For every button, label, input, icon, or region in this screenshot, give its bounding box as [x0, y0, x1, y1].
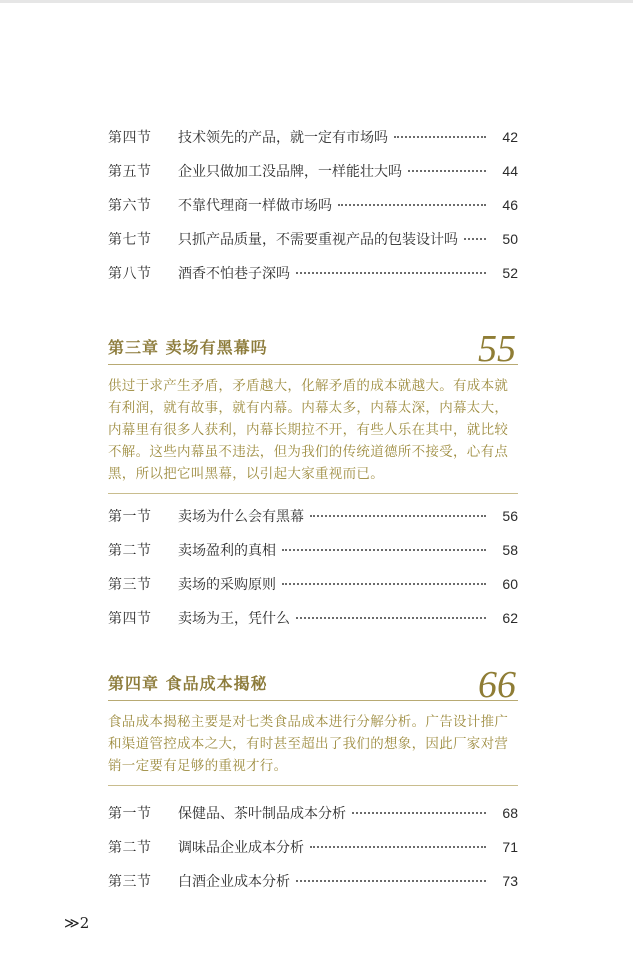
toc-page-number: 52 — [502, 265, 518, 281]
toc-row[interactable] — [108, 154, 518, 188]
toc-list-chapter-4 — [108, 796, 518, 898]
toc-title: 卖场盈利的真相 — [178, 543, 276, 559]
toc-title: 卖场为王，凭什么 — [178, 611, 290, 627]
toc-title: 卖场的采购原则 — [178, 577, 276, 593]
toc-leader-dots — [408, 170, 486, 172]
toc-section-label: 第二节 — [108, 840, 152, 856]
toc-section-label: 第四节 — [108, 611, 152, 627]
toc-title: 不靠代理商一样做市场吗 — [178, 198, 332, 214]
toc-title: 技术领先的产品，就一定有市场吗 — [178, 130, 388, 146]
toc-section-label: 第一节 — [108, 509, 152, 525]
toc-section-label: 第一节 — [108, 806, 152, 822]
toc-title: 企业只做加工没品牌，一样能壮大吗 — [178, 164, 402, 180]
toc-row[interactable] — [108, 864, 518, 898]
toc-leader-dots — [296, 272, 486, 274]
chapter-page-number: 55 — [478, 328, 516, 370]
toc-section-label: 第七节 — [108, 232, 152, 248]
toc-row[interactable] — [108, 830, 518, 864]
toc-title: 调味品企业成本分析 — [178, 840, 304, 856]
toc-page-number: 71 — [502, 839, 518, 855]
chapter-3 — [108, 318, 518, 494]
toc-page-number: 42 — [502, 129, 518, 145]
toc-row[interactable] — [108, 533, 518, 567]
chapter-title: 第三章 卖场有黑幕吗 — [108, 338, 268, 357]
toc-title: 酒香不怕巷子深吗 — [178, 266, 290, 282]
toc-section-label: 第三节 — [108, 874, 152, 890]
toc-row[interactable] — [108, 499, 518, 533]
toc-section-label: 第三节 — [108, 577, 152, 593]
toc-row[interactable] — [108, 120, 518, 154]
toc-leader-dots — [282, 549, 486, 551]
toc-leader-dots — [310, 515, 486, 517]
toc-page-number: 60 — [502, 576, 518, 592]
toc-section-label: 第六节 — [108, 198, 152, 214]
toc-row[interactable] — [108, 567, 518, 601]
toc-title: 保健品、茶叶制品成本分析 — [178, 806, 346, 822]
toc-section-label: 第八节 — [108, 266, 152, 282]
chapter-4 — [108, 654, 518, 786]
toc-list-chapter-3 — [108, 499, 518, 635]
toc-leader-dots — [296, 880, 486, 882]
toc-title: 卖场为什么会有黑幕 — [178, 509, 304, 525]
toc-row[interactable] — [108, 188, 518, 222]
toc-leader-dots — [394, 136, 486, 138]
toc-row[interactable] — [108, 256, 518, 290]
chapter-page-number: 66 — [478, 664, 516, 706]
toc-page-number: 56 — [502, 508, 518, 524]
toc-page-number: 58 — [502, 542, 518, 558]
toc-title: 白酒企业成本分析 — [178, 874, 290, 890]
toc-row[interactable] — [108, 601, 518, 635]
toc-section-label: 第二节 — [108, 543, 152, 559]
top-border — [0, 0, 633, 3]
toc-page-number: 50 — [502, 231, 518, 247]
toc-leader-dots — [310, 846, 486, 848]
toc-leader-dots — [464, 238, 486, 240]
toc-page-number: 68 — [502, 805, 518, 821]
toc-leader-dots — [338, 204, 486, 206]
toc-title: 只抓产品质量，不需要重视产品的包装设计吗 — [178, 232, 458, 248]
toc-row[interactable] — [108, 796, 518, 830]
toc-row[interactable] — [108, 222, 518, 256]
toc-leader-dots — [296, 617, 486, 619]
toc-leader-dots — [282, 583, 486, 585]
chapter-title: 第四章 食品成本揭秘 — [108, 674, 268, 693]
toc-section-label: 第四节 — [108, 130, 152, 146]
toc-section-label: 第五节 — [108, 164, 152, 180]
chapter-header[interactable] — [108, 318, 518, 370]
chapter-description: 食品成本揭秘主要是对七类食品成本进行分解分析。广告设计推广和渠道管控成本之大，有时甚至超出了我们的想象，因此厂家对营销一定要有足够的重视才行。 — [108, 711, 518, 786]
chapter-description: 供过于求产生矛盾，矛盾越大，化解矛盾的成本就越大。有成本就有利润，就有故事，就有内幕。内幕太多，内幕太深，内幕太大，内幕里有很多人获利，内幕长期拉不开，有些人乐在其中，就比较不解。这些内幕虽不违法，但为我们的传统道德所不接受，心有点黑，所以把它叫黑幕，以引起大家重视而已。 — [108, 375, 518, 494]
toc-page-number: 44 — [502, 163, 518, 179]
chapter-header[interactable] — [108, 654, 518, 706]
toc-page-number: 46 — [502, 197, 518, 213]
toc-leader-dots — [352, 812, 486, 814]
toc-page-number: 62 — [502, 610, 518, 626]
toc-page-number: 73 — [502, 873, 518, 889]
toc-list-top — [108, 120, 518, 290]
page-footer-number: ≫2 — [64, 914, 90, 932]
